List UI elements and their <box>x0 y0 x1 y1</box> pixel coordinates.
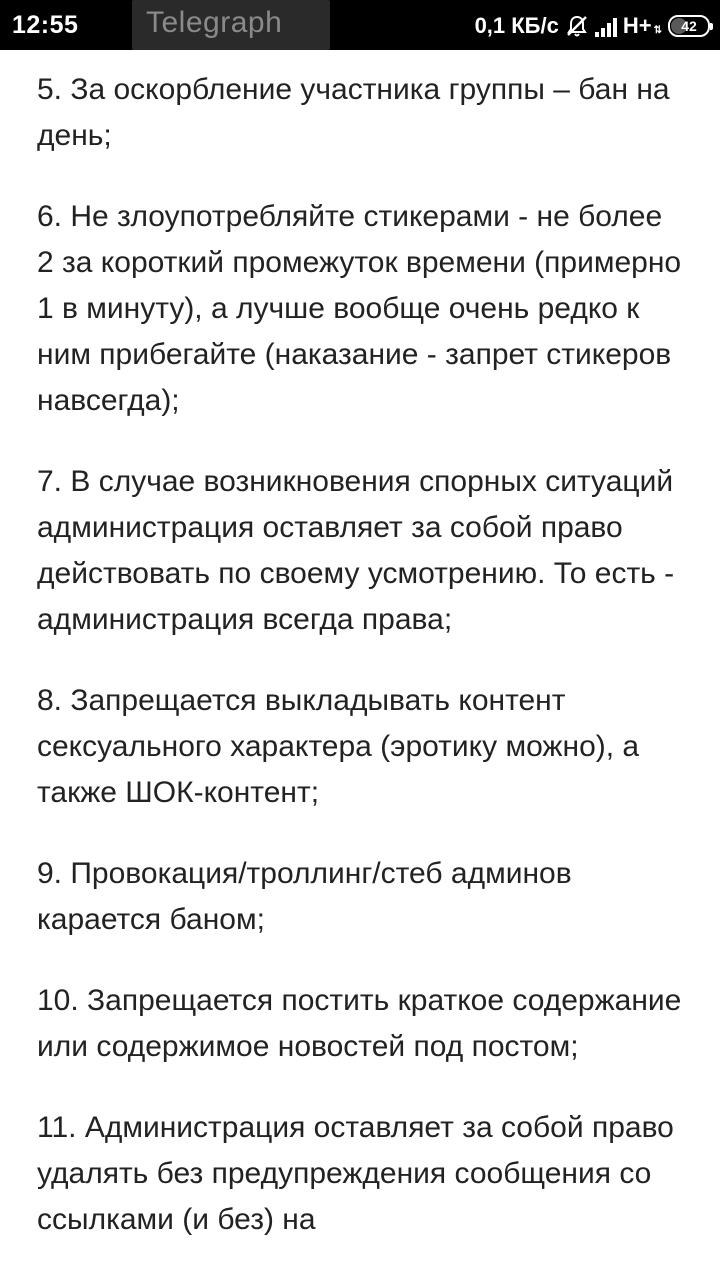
rule-11: 11. Администрация оставляет за собой право удалять без предупреждения сообщения со ссылками (и без) на <box>37 1111 674 1236</box>
rule-9: 9. Провокация/троллинг/стеб админов карается баном; <box>37 857 572 936</box>
signal-icon <box>595 15 617 37</box>
battery-icon <box>668 15 710 37</box>
status-bar <box>0 0 720 50</box>
mute-icon <box>565 14 589 38</box>
rule-5: 5. За оскорбление участника группы – бан на день; <box>37 73 670 152</box>
article-body <box>37 67 687 1278</box>
battery-level: 42 <box>681 18 697 34</box>
status-time: 12:55 <box>12 11 79 39</box>
rule-8: 8. Запрещается выкладывать контент сексуального характера (эротику можно), а также ШОК-контент; <box>37 684 640 809</box>
rule-10: 10. Запрещается постить краткое содержание или содержимое новостей под постом; <box>37 984 682 1063</box>
status-indicators <box>475 11 710 41</box>
recent-app-indicator <box>132 0 330 50</box>
network-type: H+ <box>622 13 652 38</box>
network-activity-icon: ⇅ <box>653 24 662 36</box>
rule-7: 7. В случае возникновения спорных ситуаций администрация оставляет за собой право действовать по своему усмотрению. То есть - администрация всегда права; <box>37 465 675 636</box>
rule-6: 6. Не злоупотребляйте стикерами - не более 2 за короткий промежуток времени (примерно 1 в минуту), а лучше вообще очень редко к ним прибегайте (наказание - запрет стикеров навсегда); <box>37 200 682 417</box>
app-name: Telegraph <box>146 6 283 39</box>
network-speed: 0,1 КБ/с <box>474 13 559 38</box>
